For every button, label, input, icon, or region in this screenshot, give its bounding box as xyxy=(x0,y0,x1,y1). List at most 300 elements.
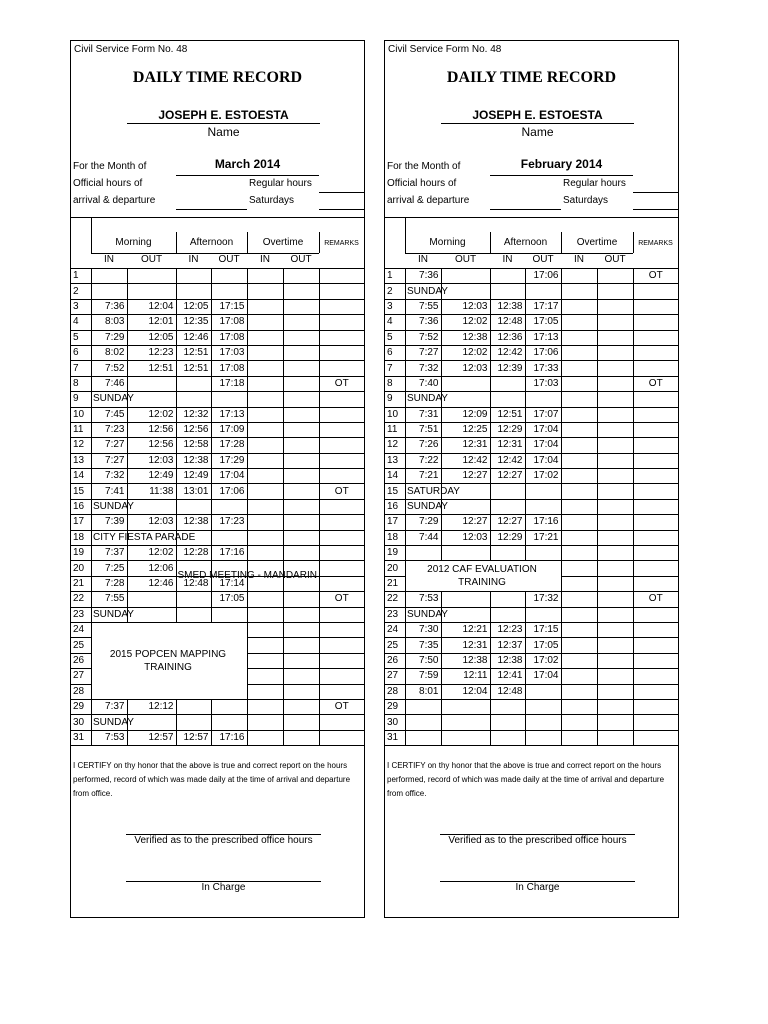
ot-out-cell xyxy=(283,715,319,730)
day-cell: 17 xyxy=(71,515,91,530)
remarks-cell xyxy=(319,684,364,699)
table-row xyxy=(385,684,678,699)
ot-in-cell xyxy=(561,592,597,607)
am-out-cell: 12:38 xyxy=(441,330,490,345)
ot-out-cell xyxy=(283,592,319,607)
am-out-cell xyxy=(441,730,490,745)
pm-in-cell: 12:42 xyxy=(490,453,525,468)
pm-in-cell: 12:49 xyxy=(176,469,211,484)
ot-in-cell xyxy=(561,576,597,591)
am-out-cell xyxy=(127,499,176,514)
ot-out-cell xyxy=(283,361,319,376)
am-out-cell: 12:04 xyxy=(441,684,490,699)
ot-out-cell xyxy=(597,392,633,407)
ot-out-cell xyxy=(283,469,319,484)
employee-name: JOSEPH E. ESTOESTA xyxy=(441,108,634,124)
remarks-cell xyxy=(633,607,678,622)
pm-in-cell xyxy=(176,269,211,284)
remarks-cell xyxy=(319,330,364,345)
table-row xyxy=(385,699,678,714)
table-row xyxy=(71,315,364,330)
table-row xyxy=(71,515,364,530)
ot-in-cell xyxy=(561,376,597,391)
day-cell: 6 xyxy=(385,345,405,360)
ot-in-cell xyxy=(247,715,283,730)
pm-in-cell: 12:38 xyxy=(176,453,211,468)
am-in-cell: 7:52 xyxy=(91,361,127,376)
day-cell: 31 xyxy=(71,730,91,745)
ot-out-cell xyxy=(597,361,633,376)
remarks-cell xyxy=(633,392,678,407)
remarks-cell xyxy=(319,453,364,468)
table-row xyxy=(385,669,678,684)
day-cell: 3 xyxy=(385,299,405,314)
remarks-cell xyxy=(319,315,364,330)
ot-out-cell xyxy=(597,484,633,499)
table-row xyxy=(385,592,678,607)
am-out-cell: 12:12 xyxy=(127,699,176,714)
ot-out-cell xyxy=(597,284,633,299)
month-underline xyxy=(490,175,633,176)
pm-out-cell: 17:15 xyxy=(211,299,247,314)
am-out-cell: 12:46 xyxy=(127,576,176,591)
training-note: 2012 CAF EVALUATION TRAINING xyxy=(407,563,557,589)
pm-out-cell: 17:04 xyxy=(525,669,561,684)
table-row xyxy=(71,284,364,299)
official-hours-label: Official hours of xyxy=(73,178,143,189)
pm-out-cell xyxy=(525,684,561,699)
pm-out-cell: 17:23 xyxy=(211,515,247,530)
am-out-cell: 12:42 xyxy=(441,453,490,468)
ot-out-cell xyxy=(283,607,319,622)
pm-in-cell: 12:51 xyxy=(176,345,211,360)
in-header: IN xyxy=(104,254,114,265)
remarks-cell xyxy=(319,730,364,745)
ot-in-cell xyxy=(247,345,283,360)
ot-in-cell xyxy=(561,438,597,453)
day-cell: 10 xyxy=(385,407,405,422)
am-out-cell: 12:03 xyxy=(441,530,490,545)
remarks-cell xyxy=(633,576,678,591)
day-cell: 11 xyxy=(385,422,405,437)
certification-text: I CERTIFY on thy honor that the above is true and correct report on the hours performed, record of which was made daily at the time of arrival and departure from office. xyxy=(73,761,351,798)
day-cell: 14 xyxy=(385,469,405,484)
ot-out-cell xyxy=(283,422,319,437)
ot-out-cell xyxy=(597,607,633,622)
pm-in-cell xyxy=(490,499,525,514)
ot-in-cell xyxy=(247,484,283,499)
verified-line: Verified as to the prescribed office hours xyxy=(440,834,635,846)
pm-out-cell: 17:07 xyxy=(525,407,561,422)
verified-line: Verified as to the prescribed office hours xyxy=(126,834,321,846)
pm-in-cell xyxy=(490,376,525,391)
regular-hours-label: Regular hours xyxy=(563,178,626,189)
ot-out-cell xyxy=(283,284,319,299)
remarks-cell xyxy=(319,515,364,530)
am-out-cell xyxy=(441,269,490,284)
pm-in-cell xyxy=(176,607,211,622)
pm-out-cell: 17:16 xyxy=(525,515,561,530)
pm-out-cell xyxy=(525,730,561,745)
day-cell: 20 xyxy=(385,561,405,576)
pm-in-cell: 12:37 xyxy=(490,638,525,653)
pm-in-cell xyxy=(176,392,211,407)
day-cell: 15 SATURDAY xyxy=(385,484,405,499)
day-cell: 30 xyxy=(385,715,405,730)
day-cell: 28 xyxy=(385,684,405,699)
pm-in-cell xyxy=(490,592,525,607)
am-in-cell: 7:53 xyxy=(91,730,127,745)
remarks-cell xyxy=(319,530,364,545)
day-cell: 2 xyxy=(71,284,91,299)
pm-in-cell: 12:29 xyxy=(490,422,525,437)
day-cell: 25 xyxy=(385,638,405,653)
am-in-cell: 7:30 xyxy=(405,622,441,637)
am-in-cell: 7:59 xyxy=(405,669,441,684)
day-cell: 18 xyxy=(385,530,405,545)
pm-out-cell xyxy=(211,715,247,730)
pm-in-cell xyxy=(176,622,211,637)
ot-out-cell xyxy=(597,269,633,284)
day-cell: 14 xyxy=(71,469,91,484)
table-row xyxy=(385,622,678,637)
arrival-departure-label: arrival & departure xyxy=(387,195,470,206)
am-in-cell: 7:32 xyxy=(405,361,441,376)
am-out-cell: 12:27 xyxy=(441,469,490,484)
ot-in-cell xyxy=(247,469,283,484)
pm-out-cell xyxy=(211,284,247,299)
remarks-cell xyxy=(319,607,364,622)
day-cell: 1 xyxy=(385,269,405,284)
pm-in-cell: 12:48 xyxy=(176,576,211,591)
am-out-cell xyxy=(127,684,176,699)
day-cell: 19 xyxy=(71,546,91,561)
pm-in-cell: 12:39 xyxy=(490,361,525,376)
am-out-cell: 12:38 xyxy=(441,653,490,668)
name-label: Name xyxy=(521,125,554,139)
am-out-cell xyxy=(441,392,490,407)
am-in-cell: 7:28 xyxy=(91,576,127,591)
day-cell: 6 xyxy=(71,345,91,360)
remarks-header: REMARKS xyxy=(324,240,359,247)
day-cell: 5 xyxy=(71,330,91,345)
remarks-cell: OT xyxy=(633,376,678,391)
am-in-cell: 7:31 xyxy=(405,407,441,422)
morning-header: Morning xyxy=(115,237,152,248)
day-cell: 25 xyxy=(71,638,91,653)
in-header: IN xyxy=(260,254,270,265)
pm-out-cell: 17:21 xyxy=(525,530,561,545)
am-in-cell xyxy=(91,269,127,284)
am-in-cell xyxy=(91,284,127,299)
pm-out-cell: 17:29 xyxy=(211,453,247,468)
day-cell: 20 xyxy=(71,561,91,576)
remarks-cell xyxy=(633,499,678,514)
ot-out-cell xyxy=(597,592,633,607)
am-out-cell: 12:56 xyxy=(127,438,176,453)
am-out-cell: 12:57 xyxy=(127,730,176,745)
day-cell: 16 SUNDAY xyxy=(385,499,405,514)
am-out-cell: 11:38 xyxy=(127,484,176,499)
ot-in-cell xyxy=(561,653,597,668)
pm-in-cell: 12:38 xyxy=(490,299,525,314)
afternoon-header: Afternoon xyxy=(503,237,548,248)
pm-in-cell: 12:29 xyxy=(490,530,525,545)
pm-in-cell xyxy=(490,269,525,284)
am-out-cell: 12:25 xyxy=(441,422,490,437)
pm-out-cell: 17:04 xyxy=(525,453,561,468)
am-in-cell: 7:52 xyxy=(405,330,441,345)
day-cell: 21 xyxy=(71,576,91,591)
pm-out-cell: 17:16 xyxy=(211,730,247,745)
remarks-cell xyxy=(633,422,678,437)
pm-out-cell: 17:06 xyxy=(525,345,561,360)
day-cell: 12 xyxy=(385,438,405,453)
table-row xyxy=(71,361,364,376)
pm-in-cell xyxy=(490,284,525,299)
pm-in-cell: 12:05 xyxy=(176,299,211,314)
am-out-cell xyxy=(441,546,490,561)
ot-out-cell xyxy=(597,576,633,591)
ot-in-cell xyxy=(247,361,283,376)
am-out-cell xyxy=(127,607,176,622)
am-in-cell: 7:41 xyxy=(91,484,127,499)
am-in-cell xyxy=(405,730,441,745)
ot-in-cell xyxy=(247,499,283,514)
am-out-cell xyxy=(441,607,490,622)
am-out-cell: 12:02 xyxy=(441,345,490,360)
ot-out-cell xyxy=(283,530,319,545)
regular-hours-line xyxy=(319,192,364,193)
remarks-cell xyxy=(319,284,364,299)
day-cell: 13 xyxy=(71,453,91,468)
day-cell: 22 xyxy=(385,592,405,607)
pm-in-cell: 13:01 xyxy=(176,484,211,499)
remarks-cell xyxy=(633,730,678,745)
day-note: SUNDAY xyxy=(407,608,448,620)
remarks-cell xyxy=(633,561,678,576)
table-row xyxy=(385,330,678,345)
pm-out-cell xyxy=(211,499,247,514)
remarks-cell: OT xyxy=(319,376,364,391)
ot-out-cell xyxy=(597,376,633,391)
remarks-cell xyxy=(319,715,364,730)
in-header: IN xyxy=(418,254,428,265)
table-row xyxy=(71,330,364,345)
ot-in-cell xyxy=(561,561,597,576)
am-out-cell: 12:49 xyxy=(127,469,176,484)
day-note: SUNDAY xyxy=(407,393,448,405)
ot-out-cell xyxy=(597,515,633,530)
pm-out-cell: 17:15 xyxy=(525,622,561,637)
pm-in-cell: 12:32 xyxy=(176,407,211,422)
pm-out-cell xyxy=(525,392,561,407)
ot-in-cell xyxy=(247,515,283,530)
ot-in-cell xyxy=(561,422,597,437)
table-row xyxy=(385,269,678,284)
ot-out-cell xyxy=(283,546,319,561)
morning-header: Morning xyxy=(429,237,466,248)
am-out-cell xyxy=(127,376,176,391)
day-cell: 8 xyxy=(71,376,91,391)
pm-out-cell: 17:17 xyxy=(525,299,561,314)
ot-out-cell xyxy=(597,730,633,745)
remarks-cell: OT xyxy=(319,699,364,714)
time-table xyxy=(385,269,678,746)
pm-in-cell xyxy=(490,392,525,407)
table-row xyxy=(71,530,364,545)
regular-hours-label: Regular hours xyxy=(249,178,312,189)
ot-out-cell xyxy=(597,422,633,437)
table-row xyxy=(385,315,678,330)
day-cell: 29 xyxy=(71,699,91,714)
pm-in-cell: 12:42 xyxy=(490,345,525,360)
afternoon-header: Afternoon xyxy=(189,237,234,248)
pm-out-cell: 17:08 xyxy=(211,330,247,345)
ot-out-cell xyxy=(597,653,633,668)
in-charge-line: In Charge xyxy=(126,881,321,893)
ot-in-cell xyxy=(561,284,597,299)
day-cell: 11 xyxy=(71,422,91,437)
ot-in-cell xyxy=(561,345,597,360)
pm-in-cell xyxy=(176,684,211,699)
employee-name: JOSEPH E. ESTOESTA xyxy=(127,108,320,124)
ot-in-cell xyxy=(247,592,283,607)
table-row xyxy=(71,699,364,714)
pm-in-cell xyxy=(176,376,211,391)
day-note: SUNDAY xyxy=(93,716,134,728)
ot-in-cell xyxy=(561,730,597,745)
table-row xyxy=(385,407,678,422)
ot-out-cell xyxy=(597,699,633,714)
ot-in-cell xyxy=(561,407,597,422)
remarks-cell xyxy=(319,638,364,653)
ot-out-cell xyxy=(597,469,633,484)
name-label: Name xyxy=(207,125,240,139)
am-in-cell xyxy=(91,684,127,699)
pm-in-cell xyxy=(490,484,525,499)
pm-out-cell: 17:04 xyxy=(211,469,247,484)
ot-out-cell xyxy=(283,438,319,453)
ot-in-cell xyxy=(247,269,283,284)
remarks-cell xyxy=(633,515,678,530)
am-in-cell: 7:44 xyxy=(405,530,441,545)
pm-in-cell: 12:31 xyxy=(490,438,525,453)
am-out-cell xyxy=(441,715,490,730)
day-cell: 24 xyxy=(385,622,405,637)
am-out-cell: 12:02 xyxy=(441,315,490,330)
am-in-cell: 7:29 xyxy=(91,330,127,345)
official-hours-line xyxy=(176,209,247,210)
am-in-cell: 7:35 xyxy=(405,638,441,653)
out-header: OUT xyxy=(290,254,312,265)
ot-in-cell xyxy=(247,699,283,714)
saturdays-label: Saturdays xyxy=(249,195,295,206)
ot-out-cell xyxy=(283,330,319,345)
pm-in-cell xyxy=(176,499,211,514)
table-row xyxy=(385,638,678,653)
day-cell: 1 xyxy=(71,269,91,284)
pm-out-cell xyxy=(525,546,561,561)
am-out-cell: 12:05 xyxy=(127,330,176,345)
pm-in-cell: 12:51 xyxy=(490,407,525,422)
remarks-cell xyxy=(319,299,364,314)
am-in-cell: 7:36 xyxy=(91,299,127,314)
table-row xyxy=(385,484,678,499)
table-row xyxy=(71,345,364,360)
am-out-cell: 12:02 xyxy=(127,407,176,422)
arrival-departure-label: arrival & departure xyxy=(73,195,156,206)
ot-in-cell xyxy=(561,469,597,484)
pm-in-cell: 12:27 xyxy=(490,515,525,530)
am-out-cell xyxy=(441,376,490,391)
pm-out-cell xyxy=(211,699,247,714)
pm-out-cell: 17:13 xyxy=(525,330,561,345)
pm-in-cell xyxy=(176,592,211,607)
ot-out-cell xyxy=(283,499,319,514)
table-row xyxy=(385,546,678,561)
remarks-cell xyxy=(319,269,364,284)
ot-in-cell xyxy=(247,330,283,345)
table-row xyxy=(385,361,678,376)
remarks-cell xyxy=(319,469,364,484)
pm-in-cell xyxy=(176,699,211,714)
day-note: SATURDAY xyxy=(407,485,460,497)
ot-out-cell xyxy=(283,684,319,699)
day-cell: 17 xyxy=(385,515,405,530)
in-charge-line: In Charge xyxy=(440,881,635,893)
table-row xyxy=(385,345,678,360)
remarks-cell xyxy=(319,345,364,360)
day-note: SUNDAY xyxy=(93,393,134,405)
ot-out-cell xyxy=(283,453,319,468)
day-cell: 10 xyxy=(71,407,91,422)
month-underline xyxy=(176,175,319,176)
ot-in-cell xyxy=(561,622,597,637)
am-out-cell: 12:03 xyxy=(441,299,490,314)
table-row xyxy=(71,684,364,699)
table-row xyxy=(71,592,364,607)
day-note: SUNDAY xyxy=(93,501,134,513)
day-cell: 27 xyxy=(385,669,405,684)
ot-out-cell xyxy=(597,299,633,314)
official-hours-line xyxy=(490,209,561,210)
remarks-cell xyxy=(633,638,678,653)
out-header: OUT xyxy=(604,254,626,265)
ot-in-cell xyxy=(561,546,597,561)
ot-out-cell xyxy=(597,438,633,453)
day-cell: 7 xyxy=(71,361,91,376)
table-row xyxy=(385,730,678,745)
pm-in-cell: 12:56 xyxy=(176,422,211,437)
table-row xyxy=(71,561,364,576)
table-row xyxy=(385,376,678,391)
ot-out-cell xyxy=(597,330,633,345)
pm-out-cell xyxy=(211,269,247,284)
day-cell: 4 xyxy=(385,315,405,330)
table-row xyxy=(71,622,364,637)
pm-in-cell: 12:36 xyxy=(490,330,525,345)
am-out-cell: 12:04 xyxy=(127,299,176,314)
ot-out-cell xyxy=(597,345,633,360)
ot-out-cell xyxy=(283,730,319,745)
remarks-cell xyxy=(633,315,678,330)
in-header: IN xyxy=(502,254,513,265)
am-in-cell: 7:53 xyxy=(405,592,441,607)
remarks-header: REMARKS xyxy=(638,240,673,247)
day-cell: 23 SUNDAY xyxy=(71,607,91,622)
day-cell: 26 xyxy=(385,653,405,668)
